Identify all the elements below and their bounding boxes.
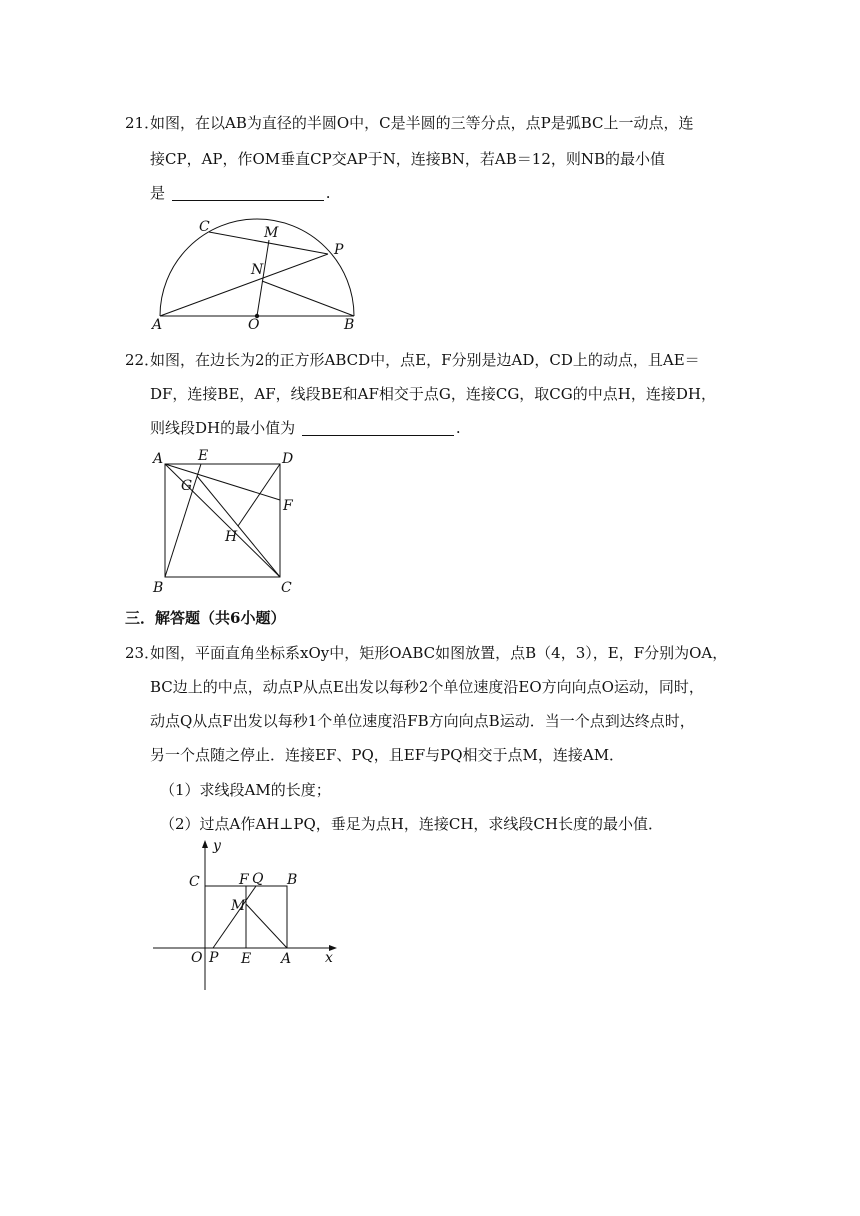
question-text-line [150,182,331,203]
square-figure [145,444,305,599]
label-p: P [209,950,219,966]
label-e: E [198,448,209,464]
label-y: y [213,838,221,854]
question-text-prefix: 是 [150,184,166,202]
coordinate-figure [145,838,345,998]
label-f: F [239,872,249,888]
segment-dh [238,464,280,526]
question-number: 23． [125,644,160,662]
label-a: A [153,451,164,467]
label-q: Q [252,871,264,887]
sub-question-1: （1）求线段AM的长度； [160,781,331,799]
label-h: H [225,529,238,545]
label-d: D [282,451,294,467]
label-c: C [189,874,200,890]
label-n: N [251,262,264,278]
question-text-prefix: 则线段DH的最小值为 [150,419,296,437]
label-c: C [281,580,292,596]
question-text-line: 动点Q从点F出发以每秒1个单位速度沿FB方向向点B运动．当一个点到达终点时， [150,712,695,730]
y-axis-arrow [202,840,208,848]
label-g: G [181,478,193,494]
question-text-line: 另一个点随之停止．连接EF、PQ，且EF与PQ相交于点M，连接AM． [150,746,625,764]
question-text-line: 如图，在以AB为直径的半圆O中，C是半圆的三等分点，点P是弧BC上一动点，连 [150,114,694,132]
segment-cg [197,476,280,577]
label-f: F [283,498,293,514]
label-b: B [344,317,355,333]
question-text-line: 如图，在边长为2的正方形ABCD中，点E，F分别是边AD，CD上的动点，且AE＝ [150,351,700,369]
label-m: M [231,898,246,914]
question-text-line: 接CP，AP，作OM垂直CP交AP于N，连接BN，若AB＝12，则NB的最小值 [150,150,666,168]
label-b: B [153,580,164,596]
question-text-line [150,417,461,438]
question-text-line: 如图，平面直角坐标系xOy中，矩形OABC如图放置，点B（4，3），E，F分别为OA， [150,644,728,662]
label-a: A [281,951,292,967]
label-x: x [325,950,333,966]
semicircle-figure [145,212,365,337]
segment-am [246,904,287,948]
label-p: P [334,242,344,258]
question-text-line: DF，连接BE，AF，线段BE和AF相交于点G，连接CG，取CG的中点H，连接DH， [150,385,716,403]
question-text-suffix: . [455,419,461,437]
label-m: M [264,225,279,241]
label-a: A [152,317,163,333]
question-text-suffix: . [325,184,331,202]
question-number: 21． [125,114,160,132]
label-o: O [248,317,260,333]
question-number: 22． [125,351,160,369]
answer-blank[interactable] [172,186,324,201]
segment-om [257,240,269,316]
segment-nb [262,281,354,316]
label-o: O [191,950,203,966]
section-heading: 三．解答题（共6小题） [125,609,286,627]
sub-question-2: （2）过点A作AH⊥PQ，垂足为点H，连接CH，求线段CH长度的最小值． [160,815,663,833]
label-b: B [287,872,298,888]
segment-ap [160,254,328,316]
segment-pq [213,886,256,948]
label-c: C [199,219,210,235]
label-e: E [241,951,252,967]
answer-blank[interactable] [302,421,454,436]
question-text-line: BC边上的中点，动点P从点E出发以每秒2个单位速度沿EO方向向点O运动，同时， [150,678,704,696]
